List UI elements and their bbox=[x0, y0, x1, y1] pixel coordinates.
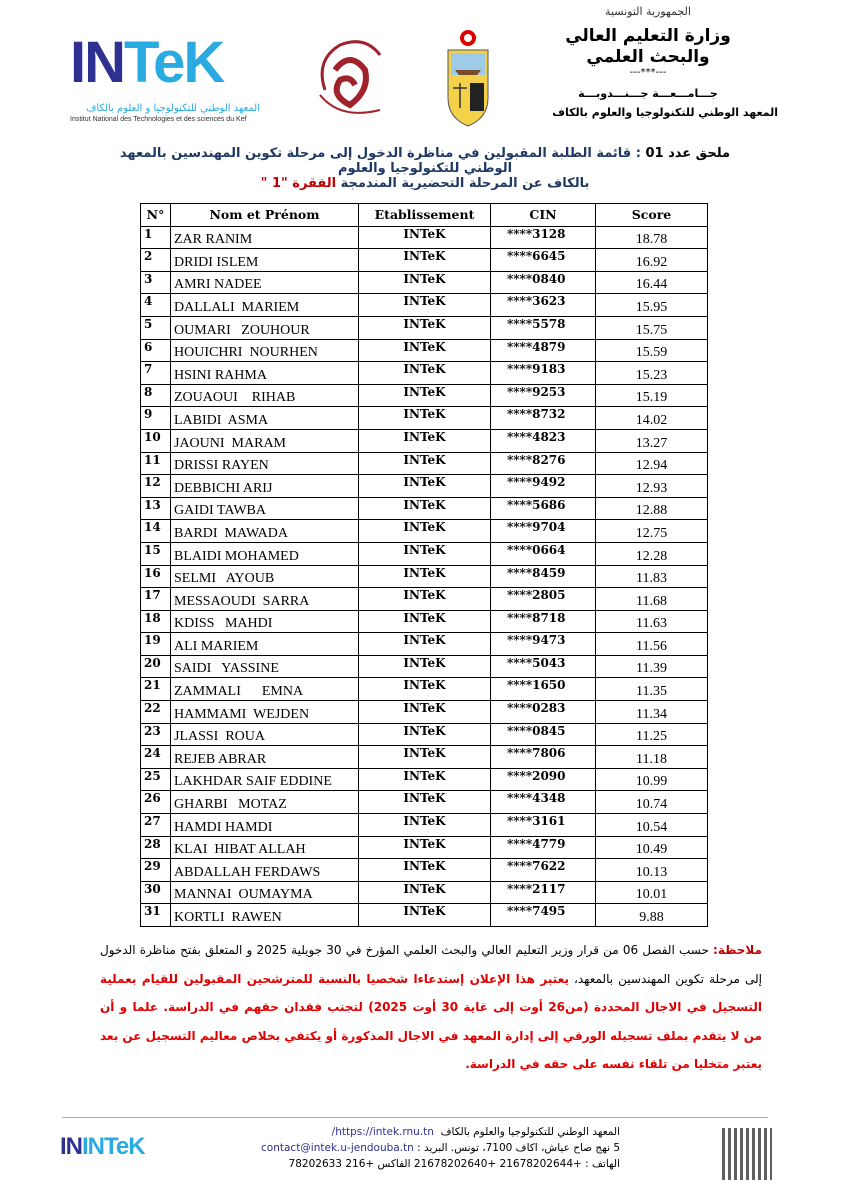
table-row bbox=[141, 723, 708, 746]
institution: INTeK bbox=[359, 226, 491, 249]
institution: INTeK bbox=[359, 249, 491, 272]
cin: ****8718 bbox=[491, 610, 596, 633]
table-row bbox=[141, 475, 708, 498]
institution: INTeK bbox=[359, 497, 491, 520]
row-number: 27 bbox=[141, 814, 171, 837]
institution: INTeK bbox=[359, 542, 491, 565]
institution: INTeK bbox=[359, 429, 491, 452]
table-row bbox=[141, 610, 708, 633]
student-name: MANNAI OUMAYMA bbox=[171, 881, 359, 904]
cin: ****9492 bbox=[491, 475, 596, 498]
score: 11.39 bbox=[596, 655, 708, 678]
column-header: CIN bbox=[491, 204, 596, 227]
cin: ****5578 bbox=[491, 316, 596, 339]
row-number: 23 bbox=[141, 723, 171, 746]
student-name: ZOUAOUI RIHAB bbox=[171, 384, 359, 407]
row-number: 26 bbox=[141, 791, 171, 814]
score: 10.01 bbox=[596, 881, 708, 904]
student-name: ZAMMALI EMNA bbox=[171, 678, 359, 701]
score: 18.78 bbox=[596, 226, 708, 249]
student-name: DEBBICHI ARIJ bbox=[171, 475, 359, 498]
table-row bbox=[141, 497, 708, 520]
student-name: HAMMAMI WEJDEN bbox=[171, 701, 359, 724]
score: 15.59 bbox=[596, 339, 708, 362]
table-row bbox=[141, 859, 708, 882]
student-name: REJEB ABRAR bbox=[171, 746, 359, 769]
table-row bbox=[141, 881, 708, 904]
score: 10.13 bbox=[596, 859, 708, 882]
student-name: SAIDI YASSINE bbox=[171, 655, 359, 678]
admitted-students-table bbox=[140, 203, 708, 927]
student-name: SELMI AYOUB bbox=[171, 565, 359, 588]
institution: INTeK bbox=[359, 520, 491, 543]
institution: INTeK bbox=[359, 565, 491, 588]
row-number: 10 bbox=[141, 429, 171, 452]
row-number: 22 bbox=[141, 701, 171, 724]
cin: ****4879 bbox=[491, 339, 596, 362]
table-row bbox=[141, 542, 708, 565]
row-number: 21 bbox=[141, 678, 171, 701]
student-name: JLASSI ROUA bbox=[171, 723, 359, 746]
student-name: BARDI MAWADA bbox=[171, 520, 359, 543]
row-number: 30 bbox=[141, 881, 171, 904]
table-row bbox=[141, 429, 708, 452]
student-name: JAOUNI MARAM bbox=[171, 429, 359, 452]
score: 14.02 bbox=[596, 407, 708, 430]
institution: INTeK bbox=[359, 768, 491, 791]
row-number: 11 bbox=[141, 452, 171, 475]
institution: INTeK bbox=[359, 407, 491, 430]
tunisia-coat-of-arms bbox=[443, 28, 493, 128]
row-number: 6 bbox=[141, 339, 171, 362]
institution: INTeK bbox=[359, 362, 491, 385]
score: 12.94 bbox=[596, 452, 708, 475]
score: 11.63 bbox=[596, 610, 708, 633]
row-number: 4 bbox=[141, 294, 171, 317]
institution: INTeK bbox=[359, 836, 491, 859]
score: 10.54 bbox=[596, 814, 708, 837]
table-row bbox=[141, 520, 708, 543]
institution: INTeK bbox=[359, 881, 491, 904]
table-row bbox=[141, 226, 708, 249]
score: 10.99 bbox=[596, 768, 708, 791]
table-row bbox=[141, 362, 708, 385]
cin: ****3161 bbox=[491, 814, 596, 837]
table-row bbox=[141, 678, 708, 701]
row-number: 7 bbox=[141, 362, 171, 385]
score: 11.35 bbox=[596, 678, 708, 701]
institution: INTeK bbox=[359, 339, 491, 362]
student-name: DALLALI MARIEM bbox=[171, 294, 359, 317]
cin: ****8459 bbox=[491, 565, 596, 588]
cin: ****5686 bbox=[491, 497, 596, 520]
row-number: 2 bbox=[141, 249, 171, 272]
institution: INTeK bbox=[359, 791, 491, 814]
student-name: LAKHDAR SAIF EDDINE bbox=[171, 768, 359, 791]
cin: ****9183 bbox=[491, 362, 596, 385]
student-name: DRISSI RAYEN bbox=[171, 452, 359, 475]
row-number: 31 bbox=[141, 904, 171, 927]
score: 12.28 bbox=[596, 542, 708, 565]
cin: ****7622 bbox=[491, 859, 596, 882]
student-name: HOUICHRI NOURHEN bbox=[171, 339, 359, 362]
table-row bbox=[141, 339, 708, 362]
student-name: GHARBI MOTAZ bbox=[171, 791, 359, 814]
table-row bbox=[141, 814, 708, 837]
table-row bbox=[141, 768, 708, 791]
score: 11.25 bbox=[596, 723, 708, 746]
institution: INTeK bbox=[359, 588, 491, 611]
student-name: GAIDI TAWBA bbox=[171, 497, 359, 520]
score: 11.56 bbox=[596, 633, 708, 656]
table-row bbox=[141, 836, 708, 859]
cin: ****2090 bbox=[491, 768, 596, 791]
university-jendouba-logo bbox=[310, 30, 390, 120]
cin: ****4348 bbox=[491, 791, 596, 814]
row-number: 5 bbox=[141, 316, 171, 339]
row-number: 3 bbox=[141, 271, 171, 294]
score: 16.44 bbox=[596, 271, 708, 294]
score: 11.68 bbox=[596, 588, 708, 611]
table-row bbox=[141, 701, 708, 724]
institution: INTeK bbox=[359, 633, 491, 656]
cin: ****3623 bbox=[491, 294, 596, 317]
score: 15.23 bbox=[596, 362, 708, 385]
score: 11.34 bbox=[596, 701, 708, 724]
institution: INTeK bbox=[359, 814, 491, 837]
row-number: 17 bbox=[141, 588, 171, 611]
student-name: KORTLI RAWEN bbox=[171, 904, 359, 927]
cin: ****0840 bbox=[491, 271, 596, 294]
cin: ****2805 bbox=[491, 588, 596, 611]
table-row bbox=[141, 633, 708, 656]
institution: INTeK bbox=[359, 452, 491, 475]
student-name: MESSAOUDI SARRA bbox=[171, 588, 359, 611]
score: 11.83 bbox=[596, 565, 708, 588]
cin: ****4779 bbox=[491, 836, 596, 859]
row-number: 20 bbox=[141, 655, 171, 678]
website-link[interactable]: https://intek.rnu.tn/ bbox=[331, 1126, 434, 1138]
column-header: Nom et Prénom bbox=[171, 204, 359, 227]
note-paragraph: ملاحظة: حسب الفصل 06 من قرار وزير التعليم العالي والبحث العلمي المؤرخ في 30 جويلية 2025 و المتعلق بفتح مناظرة الدخول إلى مرحلة تكوين المهندسين بالمعهد، يعتبر هذا الإعلان إستدعاءا شخصيا بالنسبة للمترشحين المقبولين للقيام بعملية التسجيل في الاجال المحددة (من26 أوت إلى غاية 30 أوت 2025) لتجنب فقدان حقهم في الدراسة. علما و أن من لا يتقدم بملف تسجيله الورقي إلى إدارة المعهد في الاجال المذكورة أو يكتفي بخلاص معاليم التسجيل عن بعد يعتبر متخليا من تلقاء نفسه على حقه في الدراسة. bbox=[100, 943, 762, 1071]
score: 10.49 bbox=[596, 836, 708, 859]
cin: ****9473 bbox=[491, 633, 596, 656]
student-name: AMRI NADEE bbox=[171, 271, 359, 294]
cin: ****0283 bbox=[491, 701, 596, 724]
row-number: 18 bbox=[141, 610, 171, 633]
table-row bbox=[141, 249, 708, 272]
cin: ****7495 bbox=[491, 904, 596, 927]
cin: ****8732 bbox=[491, 407, 596, 430]
institution: INTeK bbox=[359, 384, 491, 407]
cin: ****2117 bbox=[491, 881, 596, 904]
score: 10.74 bbox=[596, 791, 708, 814]
student-name: ZAR RANIM bbox=[171, 226, 359, 249]
score: 13.27 bbox=[596, 429, 708, 452]
footer-contact: المعهد الوطني للتكنولوجيا والعلوم بالكاف https://intek.rnu.tn/ 5 نهج صاح عياش، اكاف 7100، تونس. البريد : contact@intek.u-jendouba.tn الهاتف : +21678202644 +21678202640 الفاكس +216 78202633 bbox=[261, 1126, 620, 1170]
institution: INTeK bbox=[359, 294, 491, 317]
cin: ****9253 bbox=[491, 384, 596, 407]
row-number: 25 bbox=[141, 768, 171, 791]
score: 15.19 bbox=[596, 384, 708, 407]
institution: INTeK bbox=[359, 655, 491, 678]
cin: ****1650 bbox=[491, 678, 596, 701]
student-name: KLAI HIBAT ALLAH bbox=[171, 836, 359, 859]
institution: INTeK bbox=[359, 859, 491, 882]
column-header: Score bbox=[596, 204, 708, 227]
table-row bbox=[141, 655, 708, 678]
institution: INTeK bbox=[359, 475, 491, 498]
student-name: HAMDI HAMDI bbox=[171, 814, 359, 837]
institution: INTeK bbox=[359, 271, 491, 294]
student-name: OUMARI ZOUHOUR bbox=[171, 316, 359, 339]
footer-intek-logo: ININTeK bbox=[60, 1133, 145, 1160]
institution: INTeK bbox=[359, 701, 491, 724]
row-number: 8 bbox=[141, 384, 171, 407]
document-title: ملحق عدد 01 : قائمة الطلبة المقبولين في مناظرة الدخول إلى مرحلة تكوين المهندسين بالمعهد الوطني للتكنولوجيا والعلوم bbox=[119, 146, 731, 176]
email-link[interactable]: contact@intek.u-jendouba.tn bbox=[261, 1142, 414, 1154]
row-number: 1 bbox=[141, 226, 171, 249]
score: 11.18 bbox=[596, 746, 708, 769]
student-name: HSINI RAHMA bbox=[171, 362, 359, 385]
table-row bbox=[141, 904, 708, 927]
cin: ****5043 bbox=[491, 655, 596, 678]
institution: INTeK bbox=[359, 904, 491, 927]
row-number: 24 bbox=[141, 746, 171, 769]
table-row bbox=[141, 294, 708, 317]
table-row bbox=[141, 565, 708, 588]
row-number: 16 bbox=[141, 565, 171, 588]
institution: INTeK bbox=[359, 746, 491, 769]
student-name: BLAIDI MOHAMED bbox=[171, 542, 359, 565]
student-name: DRIDI ISLEM bbox=[171, 249, 359, 272]
student-name: ALI MARIEM bbox=[171, 633, 359, 656]
cin: ****0845 bbox=[491, 723, 596, 746]
cin: ****3128 bbox=[491, 226, 596, 249]
cin: ****7806 bbox=[491, 746, 596, 769]
row-number: 28 bbox=[141, 836, 171, 859]
cin: ****8276 bbox=[491, 452, 596, 475]
table-row bbox=[141, 271, 708, 294]
table-row bbox=[141, 452, 708, 475]
score: 12.75 bbox=[596, 520, 708, 543]
student-name: ABDALLAH FERDAWS bbox=[171, 859, 359, 882]
table-row bbox=[141, 791, 708, 814]
score: 12.93 bbox=[596, 475, 708, 498]
institution: INTeK bbox=[359, 723, 491, 746]
row-number: 19 bbox=[141, 633, 171, 656]
institution: INTeK bbox=[359, 316, 491, 339]
score: 15.75 bbox=[596, 316, 708, 339]
row-number: 14 bbox=[141, 520, 171, 543]
row-number: 9 bbox=[141, 407, 171, 430]
table-row bbox=[141, 407, 708, 430]
institution: INTeK bbox=[359, 678, 491, 701]
table-row bbox=[141, 746, 708, 769]
institution: INTeK bbox=[359, 610, 491, 633]
column-header: N° bbox=[141, 204, 171, 227]
score: 12.88 bbox=[596, 497, 708, 520]
row-number: 15 bbox=[141, 542, 171, 565]
cin: ****6645 bbox=[491, 249, 596, 272]
student-name: LABIDI ASMA bbox=[171, 407, 359, 430]
score: 9.88 bbox=[596, 904, 708, 927]
republic-header: الجمهورية التونسية وزارة التعليم العالي والبحث العلمي ---***--- جـــامـــعـــة جـــنـــدوبـــة المعهد الوطني للتكنولوجيا والعلوم بالكاف bbox=[552, 5, 778, 120]
row-number: 12 bbox=[141, 475, 171, 498]
cin: ****4823 bbox=[491, 429, 596, 452]
cin: ****0664 bbox=[491, 542, 596, 565]
table-row bbox=[141, 316, 708, 339]
qr-code bbox=[722, 1128, 772, 1180]
document-subtitle: بالكاف عن المرحلة التحضيرية المندمجة الفقرة "1 " bbox=[260, 176, 590, 191]
intek-logo: IN TeK المعهد الوطني للتكنولوجيا و العلوم بالكاف Institut National des Technologies et des sciences du Kef bbox=[70, 30, 260, 123]
table-row bbox=[141, 588, 708, 611]
cin: ****9704 bbox=[491, 520, 596, 543]
score: 16.92 bbox=[596, 249, 708, 272]
row-number: 29 bbox=[141, 859, 171, 882]
student-name: KDISS MAHDI bbox=[171, 610, 359, 633]
footer-divider bbox=[62, 1117, 768, 1118]
score: 15.95 bbox=[596, 294, 708, 317]
table-row bbox=[141, 384, 708, 407]
row-number: 13 bbox=[141, 497, 171, 520]
column-header: Etablissement bbox=[359, 204, 491, 227]
